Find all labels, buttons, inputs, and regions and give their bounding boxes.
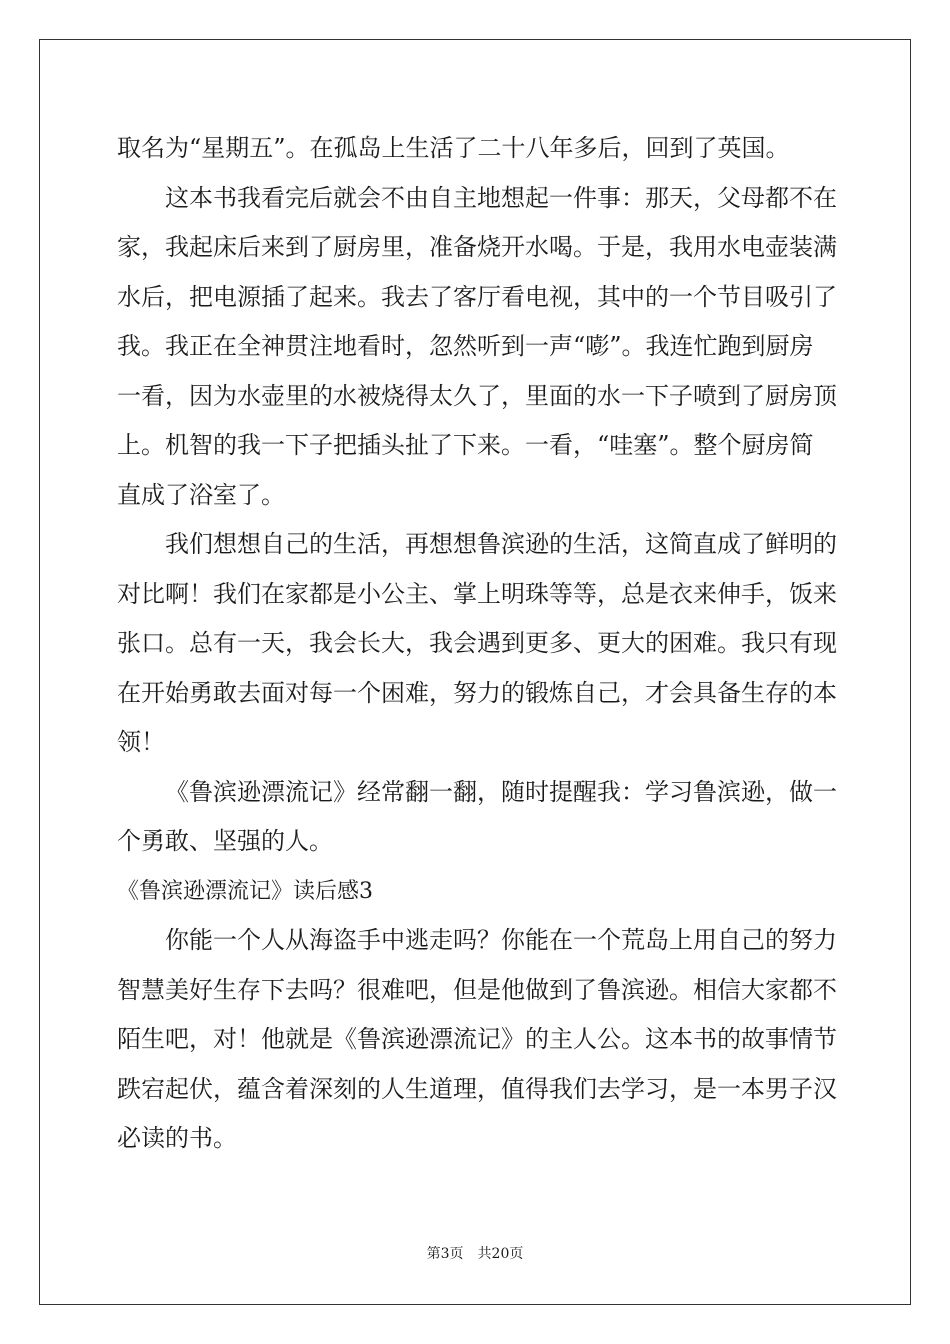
page-number: 第3页 [426,1246,464,1262]
page-footer [0,1244,950,1264]
text-line: 取名为“星期五”。在孤岛上生活了二十八年多后，回到了英国。 [117,134,790,162]
text-line: 这本书我看完后就会不由自主地想起一件事：那天，父母都不在 [165,183,837,212]
text-line: 跌宕起伏，蕴含着深刻的人生道理，值得我们去学习，是一本男子汉 [117,1074,837,1103]
text-line: 上。机智的我一下子把插头扯了下来。一看，“哇塞”。整个厨房简 [117,431,814,459]
text-line: 必读的书。 [117,1124,237,1152]
text-line: 张口。总有一天，我会长大，我会遇到更多、更大的困难。我只有现 [117,629,837,657]
text-line: 直成了浴室了。 [117,480,285,509]
text-line: 我。我正在全神贯注地看时，忽然听到一声“嘭”。我连忙跑到厨房 [117,332,814,360]
text-line: 我们想想自己的生活，再想想鲁滨逊的生活，这简直成了鲜明的 [165,530,837,558]
document-body [117,124,837,1164]
text-line: 陌生吧，对！他就是《鲁滨逊漂流记》的主人公。这本书的故事情节 [117,1025,837,1053]
text-line: 《鲁滨逊漂流记》经常翻一翻，随时提醒我：学习鲁滨逊，做一 [165,777,837,806]
page-total: 共20页 [477,1246,524,1262]
text-line: 对比啊！我们在家都是小公主、掌上明珠等等，总是衣来伸手，饭来 [117,579,837,608]
text-line: 在开始勇敢去面对每一个困难，努力的锻炼自己，才会具备生存的本 [117,678,837,707]
text-line: 个勇敢、坚强的人。 [117,827,333,855]
text-line: 智慧美好生存下去吗？很难吧，但是他做到了鲁滨逊。相信大家都不 [117,975,837,1004]
text-line: 领！ [117,728,165,756]
section-heading: 《鲁滨逊漂流记》读后感3 [117,878,373,904]
text-line: 家，我起床后来到了厨房里，准备烧开水喝。于是，我用水电壶装满 [117,233,837,261]
text-line: 一看，因为水壶里的水被烧得太久了，里面的水一下子喷到了厨房顶 [117,381,837,410]
text-line: 水后，把电源插了起来。我去了客厅看电视，其中的一个节目吸引了 [117,282,837,311]
text-line: 你能一个人从海盗手中逃走吗？你能在一个荒岛上用自己的努力 [165,926,837,954]
